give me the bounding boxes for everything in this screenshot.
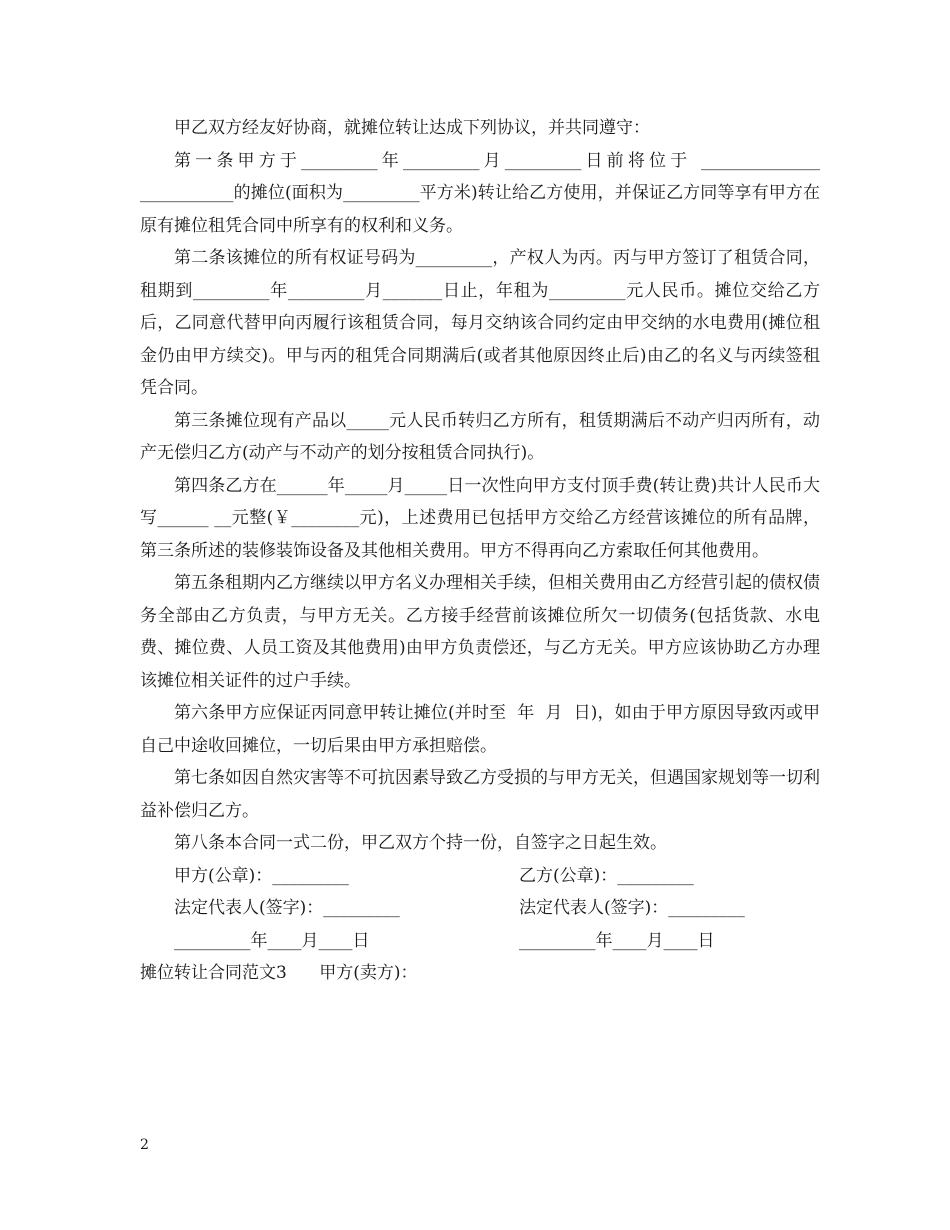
- paragraph-article-2: 第二条该摊位的所有权证号码为_________，产权人为丙。丙与甲方签订了租赁合同，租期到_________年_________月_______日止，年租为_________元人民币。摊位交给乙方后，乙同意代替甲向丙履行该租赁合同，每月交纳该合同约定由甲交纳的水电费用(摊位租金仍由甲方续交)。甲与丙的租凭合同期满后(或者其他原因终止后)由乙的名义与丙续签租凭合同。: [140, 248, 820, 398]
- party-a-seal: 甲方(公章)：_________: [174, 865, 349, 886]
- signature-row-representative: [140, 892, 820, 925]
- paragraph-article-6: 第六条甲方应保证丙同意甲转让摊位(并时至 年 月 日)，如由于甲方原因导致丙或甲自己中途收回摊位，一切后果由甲方承担赔偿。: [140, 703, 820, 756]
- paragraph-intro: 甲乙双方经友好协商，就摊位转让达成下列协议，并共同遵守：: [174, 118, 650, 138]
- signature-row-date: [140, 925, 820, 958]
- paragraph-article-7: 第七条如因自然灾害等不可抗因素导致乙方受损的与甲方无关，但遇国家规划等一切利益补偿归乙方。: [140, 768, 820, 821]
- paragraph-article-1: 第一条甲方于_________年_________月_________日前将位于 ______________ ___________的摊位(面积为_________平方米)转让给乙方使用，并保证乙方同等享有甲方在原有摊位租凭合同中所享有的权利和义务。: [140, 150, 826, 236]
- paragraph-article-4: 第四条乙方在______年_____月_____日一次性向甲方支付顶手费(转让费)共计人民币大写______ __元整(￥________元)，上述费用已包括甲方交给乙方经营该摊位的所有品牌，第三条所述的装修装饰设备及其他相关费用。甲方不得再向乙方索取任何其他费用。: [140, 475, 820, 561]
- paragraph-article-8: 第八条本合同一式二份，甲乙双方个持一份，自签字之日起生效。: [174, 833, 667, 853]
- party-b-representative: 法定代表人(签字)：_________: [519, 898, 745, 918]
- party-b-seal: 乙方(公章)：_________: [519, 865, 694, 886]
- page-number: 2: [140, 1137, 149, 1153]
- document-body: [140, 112, 826, 990]
- party-a-date: _________年____月____日: [174, 930, 370, 951]
- next-template-heading: 摊位转让合同范文3 甲方(卖方)：: [140, 963, 418, 983]
- paragraph-article-5: 第五条租期内乙方继续以甲方名义办理相关手续，但相关费用由乙方经营引起的债权债务全部由乙方负责，与甲方无关。乙方接手经营前该摊位所欠一切债务(包括货款、水电费、摊位费、人员工资及其他费用)由甲方负责偿还，与乙方无关。甲方应该协助乙方办理该摊位相关证件的过户手续。: [140, 573, 820, 691]
- signature-row-seal: [140, 860, 820, 893]
- party-b-date: _________年____月____日: [519, 930, 715, 951]
- paragraph-article-3: 第三条摊位现有产品以_____元人民币转归乙方所有，租赁期满后不动产归丙所有，动产无偿归乙方(动产与不动产的划分按租赁合同执行)。: [140, 410, 820, 463]
- party-a-representative: 法定代表人(签字)：_________: [174, 898, 400, 918]
